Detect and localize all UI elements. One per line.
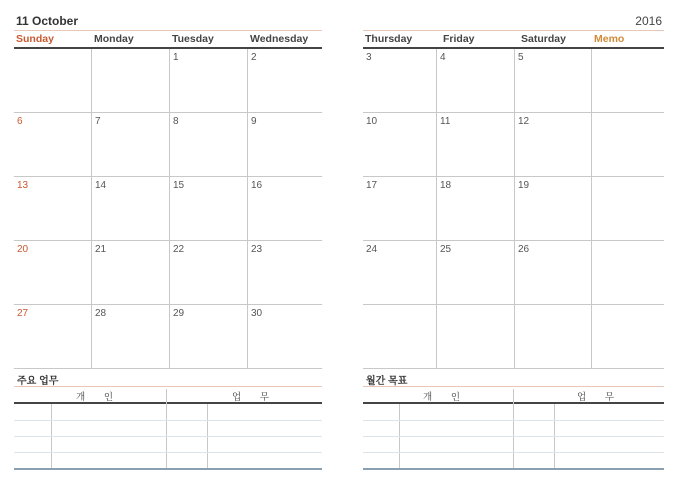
weekday-header-right xyxy=(363,30,664,49)
left-calendar-page xyxy=(14,30,322,369)
day-header-friday: Friday xyxy=(443,33,475,45)
day-number[interactable]: 8 xyxy=(173,116,179,127)
day-divider xyxy=(169,49,170,369)
calendar-grid-left xyxy=(14,49,322,369)
day-number[interactable]: 27 xyxy=(17,308,29,319)
day-divider xyxy=(591,49,592,369)
weekday-header-left xyxy=(14,30,322,49)
day-header-thursday: Thursday xyxy=(365,33,413,45)
personal-label: 개 인 xyxy=(423,392,468,403)
right-calendar-page xyxy=(363,30,664,369)
day-header-tuesday: Tuesday xyxy=(172,33,214,45)
day-number[interactable]: 20 xyxy=(17,244,29,255)
day-number[interactable]: 9 xyxy=(251,116,257,127)
week-divider xyxy=(14,176,322,177)
day-number[interactable]: 22 xyxy=(173,244,185,255)
day-number[interactable]: 23 xyxy=(251,244,263,255)
monthly-goals-table xyxy=(363,404,664,470)
monthly-goals-section xyxy=(363,372,664,470)
day-number[interactable]: 15 xyxy=(173,180,185,191)
day-number[interactable]: 17 xyxy=(366,180,378,191)
day-number[interactable]: 19 xyxy=(518,180,530,191)
day-number[interactable]: 26 xyxy=(518,244,530,255)
week-divider xyxy=(14,304,322,305)
day-number[interactable]: 1 xyxy=(173,52,179,63)
year-label: 2016 xyxy=(635,14,662,28)
key-tasks-subheader xyxy=(14,387,322,404)
key-tasks-table xyxy=(14,404,322,470)
day-number[interactable]: 16 xyxy=(251,180,263,191)
week-divider xyxy=(14,240,322,241)
work-label: 업 무 xyxy=(577,392,622,403)
week-divider xyxy=(14,112,322,113)
day-number[interactable]: 28 xyxy=(95,308,107,319)
day-divider xyxy=(514,49,515,369)
day-header-sunday: Sunday xyxy=(16,33,54,45)
day-number[interactable]: 18 xyxy=(440,180,452,191)
memo-header: Memo xyxy=(594,33,625,45)
day-number[interactable]: 25 xyxy=(440,244,452,255)
key-tasks-section xyxy=(14,372,322,470)
day-number[interactable]: 3 xyxy=(366,52,372,63)
day-number[interactable]: 14 xyxy=(95,180,107,191)
day-number[interactable]: 24 xyxy=(366,244,378,255)
day-divider xyxy=(91,49,92,369)
day-number[interactable]: 12 xyxy=(518,116,530,127)
day-number[interactable]: 6 xyxy=(17,116,23,127)
work-label: 업 무 xyxy=(232,392,277,403)
day-header-saturday: Saturday xyxy=(521,33,566,45)
day-number[interactable]: 29 xyxy=(173,308,185,319)
day-number[interactable]: 11 xyxy=(440,116,451,127)
day-number[interactable]: 4 xyxy=(440,52,446,63)
monthly-goals-title: 월간 목표 xyxy=(366,376,408,387)
day-number[interactable]: 5 xyxy=(518,52,524,63)
day-divider xyxy=(436,49,437,369)
calendar-grid-right xyxy=(363,49,664,369)
day-header-monday: Monday xyxy=(94,33,134,45)
day-number[interactable]: 30 xyxy=(251,308,263,319)
day-number[interactable]: 7 xyxy=(95,116,101,127)
personal-label: 개 인 xyxy=(76,392,121,403)
day-header-wednesday: Wednesday xyxy=(250,33,309,45)
day-number[interactable]: 10 xyxy=(366,116,378,127)
key-tasks-title: 주요 업무 xyxy=(17,376,59,387)
day-number[interactable]: 2 xyxy=(251,52,257,63)
month-title: 11 October xyxy=(16,14,79,28)
day-number[interactable]: 21 xyxy=(95,244,107,255)
day-divider xyxy=(247,49,248,369)
day-number[interactable]: 13 xyxy=(17,180,29,191)
week-divider xyxy=(14,368,322,369)
